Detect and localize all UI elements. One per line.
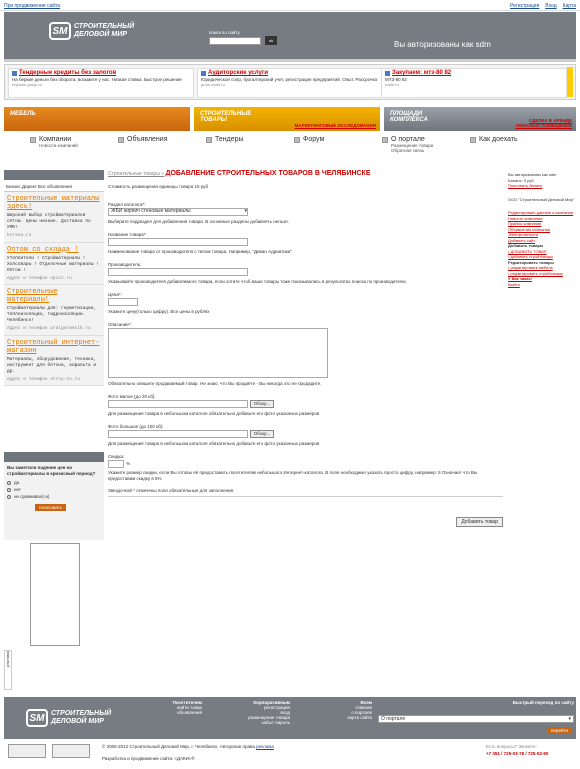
left-ad-text: Материалы, оборудование, техника, инструмент для бетона, асфальта и др.	[7, 356, 97, 374]
left-ad-title[interactable]: Строительный интернет-магазин	[7, 338, 100, 355]
footer-col-heading: Посетителям	[172, 700, 202, 705]
footer-link[interactable]: вход	[280, 710, 290, 715]
footer-col-heading: Быстрый переход по сайту	[512, 700, 574, 705]
copyright	[102, 744, 292, 750]
left-ad-1[interactable]	[4, 192, 104, 243]
ad-title-text: Аудиторские услуги	[208, 70, 269, 76]
section-value: ЖБИ кирпич стеновые материалы	[111, 208, 191, 215]
page-title: ДОБАВЛЕНИЕ СТРОИТЕЛЬНЫХ ТОВАРОВ В ЧЕЛЯБИНСКЕ	[165, 170, 371, 177]
radio-icon[interactable]	[7, 495, 11, 499]
left-ad-footer[interactable]: Адрес и телефон stroy-to.ru	[7, 376, 80, 382]
discount-input[interactable]	[108, 460, 124, 468]
company-news-link[interactable]: Новости компании	[508, 215, 543, 221]
quick-nav-value: О портале	[381, 716, 406, 722]
direct-header[interactable]: Бизнес.Директ Все объявления	[4, 182, 104, 192]
section-hint: Выберите подраздел для добавления товара. В основные разделы добавлять нельзя.	[108, 219, 289, 224]
developer-text: Разработка и продвижение сайта: «ДАКИ»®	[102, 756, 195, 761]
add-building-goods-link[interactable]: • добавить стройтовары	[508, 254, 553, 259]
left-ad-title[interactable]: Строительные материалы здесь!	[7, 195, 100, 211]
menu-label: Форум	[303, 136, 325, 143]
left-ad-text: Широкий выбор стройматериалов оптом. Цены низкие. Доставка по УФО!	[7, 213, 91, 230]
ad-block-3[interactable]	[381, 68, 567, 98]
footer	[4, 697, 576, 739]
footer-col-heading: Всем	[360, 700, 372, 705]
price-label: Цена*:	[108, 291, 122, 297]
poll-option-label: не сравнивал(-а)	[14, 494, 50, 499]
ad-source: trade.ru	[385, 82, 399, 87]
edit-goods-heading: Редактировать товары	[508, 259, 554, 265]
logo-mark: SM	[49, 22, 71, 40]
discount-hint: Укажите размер скидки, если Вы готовы её предоставить посетителям небольшого Интернет-каталога. В поле необходимо указать просто цифру, например: 5 Означает что Вы предоставим скидку в 5%	[108, 470, 478, 481]
ad-source: prom-audit.ru	[201, 82, 225, 87]
photo-large-label: Фото большое (до 100 кб):	[108, 423, 164, 429]
name-hint: Наименование товара от производителя с типом товара. Например, "Диван Адриатика"	[108, 249, 292, 254]
poll-question: Вы заметили падение цен на стройматериалы в кризисный период?	[7, 465, 96, 476]
search-box	[209, 30, 274, 45]
chevron-down-icon: ▾	[568, 716, 571, 722]
ad-source: mybank-group.ru	[12, 82, 43, 87]
company-name: ООО "Строительный Деловой Мир"	[508, 196, 575, 202]
left-ad-text: Утеплители ! Стройматериалы ! Холсовары ! Отделочные материалы ! Оптом !	[7, 255, 99, 273]
left-ad-title[interactable]: Строительные материалы!	[7, 288, 58, 304]
right-sidebar	[508, 172, 578, 287]
poll-option-yes[interactable]	[7, 480, 101, 485]
discount-label: Скидка:	[108, 453, 125, 459]
banner-placeholder[interactable]	[30, 543, 80, 646]
nav-marketing-link[interactable]: МАРКЕТИНГОВЫЕ ИССЛЕДОВАНИЯ	[294, 123, 376, 128]
menu-companies[interactable]	[30, 136, 78, 148]
sitemap-link[interactable]: Карта	[562, 3, 576, 9]
footer-link[interactable]: забыт пароль	[261, 720, 290, 725]
radio-icon[interactable]	[7, 481, 11, 485]
main-menu	[4, 134, 576, 164]
left-ad-2[interactable]	[4, 243, 104, 286]
menu-directions[interactable]	[470, 136, 518, 143]
menu-label: О портале	[391, 136, 425, 143]
left-ad-text: Стройматериалы для: герметизации, теплоизоляции, гидроизоляции. Челябинск!	[7, 306, 97, 323]
menu-label: Тендеры	[215, 136, 244, 143]
footer-col-all	[314, 700, 372, 720]
add-product-button[interactable]: Добавить товар	[456, 517, 503, 527]
chevron-down-icon: ▾	[244, 208, 247, 215]
menu-sub-news[interactable]: Новости компаний	[39, 143, 78, 148]
browse-small-button[interactable]: Обзор...	[250, 400, 274, 408]
search-input[interactable]	[209, 37, 261, 45]
maker-input[interactable]	[108, 268, 248, 276]
poll-option-label: да	[14, 480, 20, 485]
footer-quick-nav	[474, 700, 574, 705]
description-hint: Обязательно опишите продаваемый товар. Не знаю, что Вы продаёте - Вы никогда это не продадите.	[108, 381, 322, 386]
nav-goods-line2: ТОВАРЫ	[200, 117, 227, 123]
ad-icon	[385, 71, 390, 76]
left-ad-footer[interactable]: Адрес и телефон uralgermetik.ru	[7, 326, 91, 331]
price-hint: Укажите цену(только цифру). Все цены в рублях	[108, 309, 210, 314]
menu-icon	[470, 137, 476, 143]
maker-hint: Укажывайте производителя добавляемого товара, если хотите чтоб ваши товары тоже показывались в результатах поиска по производителю	[108, 279, 406, 284]
photo-small-label: Фото малое (до 20 кб):	[108, 393, 156, 399]
logo[interactable]	[49, 22, 134, 40]
search-button[interactable]: ok	[265, 36, 277, 45]
photo-small-input[interactable]	[108, 400, 248, 408]
add-site-link[interactable]: Добавить сайт	[508, 237, 536, 243]
add-product-link[interactable]: • ДОБАВИТЬ ТОВАР	[508, 248, 547, 254]
name-input[interactable]	[108, 238, 248, 246]
topup-link[interactable]: Пополнить баланс	[508, 183, 543, 188]
main-form	[108, 170, 503, 525]
counter-badge-1[interactable]	[8, 744, 46, 758]
radio-icon[interactable]	[7, 488, 11, 492]
logout-link[interactable]: Выйти	[508, 281, 520, 287]
discount-unit: %	[126, 460, 131, 466]
poll	[4, 452, 104, 540]
developer[interactable]	[102, 756, 195, 762]
menu-label: Как доехать	[479, 136, 518, 143]
breadcrumb	[108, 170, 503, 177]
nav-complex-line1: ПЛОЩАДИ	[390, 111, 423, 117]
ad-block-2[interactable]	[197, 68, 383, 98]
left-ad-4[interactable]	[4, 336, 104, 387]
required-note: Звездочкой * отмечены поля обязательные для заполнения.	[108, 488, 503, 497]
ad-icon	[201, 71, 206, 76]
footer-logo-mark: SM	[26, 709, 48, 727]
logo-line1: СТРОИТЕЛЬНЫЙ	[74, 23, 135, 30]
browse-large-button[interactable]: Обзор...	[250, 430, 274, 438]
e-link[interactable]: Электрсовность	[508, 232, 538, 237]
section-select[interactable]	[108, 208, 248, 216]
bottom-bar	[4, 742, 576, 769]
rent-line2: ОФИСНЫХ ПОМЕЩЕНИЙ	[515, 123, 572, 128]
vertical-ad-strip[interactable]	[567, 67, 573, 97]
balance: Баланс: 0 руб	[508, 177, 534, 183]
menu-sub-placement[interactable]: Размещение товара	[391, 143, 434, 148]
ad-icon	[12, 71, 17, 76]
nav-goods-line1: СТРОИТЕЛЬНЫЕ	[200, 111, 252, 117]
footer-col-heading: Корпоративным	[253, 700, 290, 705]
rent-line1: СДЕЛКА В АРЕНДЕ	[528, 118, 572, 123]
ad-text: Юридическое сопр, бухгалтерский учет, регистрация предприятий. Опыт. Рассрочка	[201, 76, 378, 82]
ad-block-1[interactable]	[8, 68, 194, 98]
description-label: Описание*:	[108, 321, 132, 327]
section-label: Раздел каталога*:	[108, 201, 146, 207]
menu-icon	[382, 137, 388, 143]
menu-label: Компании	[39, 136, 72, 143]
header	[4, 12, 576, 62]
nav-complex-line2: КОМПЛЕКСА	[390, 117, 428, 123]
maker-label: Производитель:	[108, 261, 142, 267]
description-textarea[interactable]	[108, 328, 328, 378]
left-ad-footer[interactable]: Адрес и телефон upist.ru	[7, 275, 72, 281]
footer-link[interactable]: главная	[355, 705, 372, 710]
name-label: Название товара*:	[108, 231, 147, 237]
nav-furniture[interactable]	[4, 107, 190, 131]
menu-ads[interactable]	[118, 136, 168, 143]
photo-large-input[interactable]	[108, 430, 248, 438]
cost-note: Стоимость размещения единицы товара 15 руб	[108, 184, 209, 189]
edit-building-goods-link[interactable]: • редактировать стройтовары	[508, 270, 563, 276]
menu-forum[interactable]	[294, 136, 324, 143]
top-bar	[0, 0, 580, 11]
menu-icon	[206, 137, 212, 143]
quick-nav-go-button[interactable]: перейти	[548, 727, 571, 734]
footer-col-corporate	[224, 700, 290, 725]
footer-link[interactable]: карта сайта	[347, 715, 372, 720]
search-label: поиск по сайту	[209, 30, 240, 35]
auth-status: Вы авторизованы как sdm	[394, 40, 491, 49]
left-ad-title[interactable]: Оптом со склада !	[7, 245, 79, 254]
promo-link[interactable]: При продвижении сайта	[4, 3, 61, 9]
left-ad-3[interactable]	[4, 285, 104, 336]
footer-link[interactable]: о портале	[351, 710, 372, 715]
logo-line2: ДЕЛОВОЙ МИР	[74, 31, 127, 38]
poll-option-nocompare[interactable]	[7, 494, 101, 499]
contact-phones: +7 351 / 725-03-78 / 725-03-80	[486, 751, 549, 756]
auth-user: Вы авторизованы как sdm	[508, 172, 557, 177]
vertical-ad-label: реклама	[5, 651, 10, 667]
order-notice-link[interactable]: У Вас заказ!	[508, 276, 532, 281]
price-input[interactable]	[108, 298, 138, 306]
counter-badge-2[interactable]	[52, 744, 90, 758]
login-link[interactable]: Вход	[545, 3, 557, 9]
footer-logo-line2: ДЕЛОВОЙ МИР	[51, 718, 104, 725]
copyright-link[interactable]: реклама	[256, 744, 274, 749]
contact-question: Есть вопросы? Звоните:	[486, 744, 537, 749]
ad-title-text: Закупаем: мтз-80 82	[392, 70, 452, 76]
nav-furniture-label: МЕБЕЛЬ	[10, 111, 36, 117]
footer-logo-line1: СТРОИТЕЛЬНЫЙ	[51, 710, 112, 717]
nav-rent-link[interactable]	[515, 118, 572, 128]
nav-complex[interactable]	[384, 107, 576, 131]
add-goods-heading: Добавить товары	[508, 243, 544, 248]
left-header-bar	[4, 170, 104, 180]
company-ads-link[interactable]: Объявления компании	[508, 226, 551, 232]
menu-icon	[294, 137, 300, 143]
quick-nav-select[interactable]	[378, 715, 574, 723]
edit-furniture-link[interactable]: • редактировать мебель	[508, 265, 553, 270]
menu-about[interactable]	[382, 136, 433, 153]
menu-icon	[30, 137, 36, 143]
left-sidebar	[4, 170, 104, 386]
ad-title-text: Тендерные кредиты без залогов	[19, 70, 117, 76]
edit-company-link[interactable]: Редактировать данные о компании	[508, 210, 574, 215]
poll-option-label: нет	[14, 487, 21, 492]
breadcrumb-link[interactable]: Строительные товары »	[108, 171, 165, 177]
footer-link[interactable]: найти товар	[176, 705, 202, 710]
footer-link[interactable]: размещение товара	[248, 715, 290, 720]
nav-building-goods[interactable]	[194, 107, 380, 131]
vertical-ad[interactable]	[4, 650, 12, 690]
footer-link[interactable]: регистрация	[263, 705, 290, 710]
footer-link[interactable]: объявления	[176, 710, 202, 715]
section-nav	[4, 107, 576, 131]
menu-sub-feedback[interactable]: Обратная связь	[391, 148, 425, 153]
copyright-text: © 2006-2012 Строительный Деловой Мир, г. Челябинск. Авторские права	[102, 744, 255, 749]
menu-icon	[118, 137, 124, 143]
footer-logo[interactable]	[26, 709, 111, 727]
photo-small-hint: Для размещения товара в небольшом каталоге обязательно добавьте его фото указанных размеров	[108, 411, 320, 416]
left-ad-footer[interactable]: korsea.ru	[7, 233, 32, 238]
price-lists-link[interactable]: Прайсы компании	[508, 221, 542, 226]
menu-tenders[interactable]	[206, 136, 244, 143]
ad-row	[4, 64, 576, 100]
poll-option-no[interactable]	[7, 487, 101, 492]
menu-label: Объявления	[127, 136, 168, 143]
vote-button[interactable]: голосовать	[35, 504, 66, 511]
photo-large-hint: Для размещения товара в небольшом каталоге обязательно добавьте его фото указанных размеров	[108, 441, 320, 446]
footer-col-visitors	[154, 700, 202, 715]
ad-text: На беркие деньги без оборота, возьмите у нас. Низкая ставка. Быстрое решение	[12, 76, 182, 82]
ad-text: МТЗ-80 82	[385, 76, 407, 82]
register-link[interactable]: Регистрация	[510, 3, 540, 9]
